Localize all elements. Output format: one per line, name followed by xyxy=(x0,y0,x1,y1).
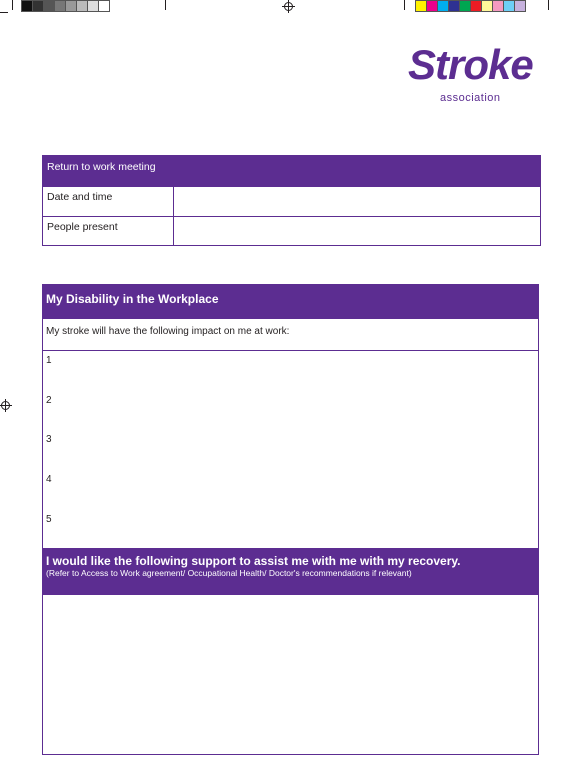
impact-item-1: 1 xyxy=(46,355,52,366)
color-swatch-10 xyxy=(514,0,526,12)
support-header xyxy=(43,548,538,595)
meeting-row-date-time xyxy=(43,186,540,216)
stroke-association-logo xyxy=(408,42,540,108)
crop-mark-top-left xyxy=(0,12,8,13)
crop-mark-top-center xyxy=(165,0,166,10)
registration-mark-left xyxy=(1,401,10,410)
impact-list[interactable] xyxy=(43,351,538,548)
gray-swatch-bar xyxy=(22,0,110,12)
logo-wordmark: Stroke xyxy=(408,41,533,88)
logo-subtitle: association xyxy=(440,92,501,104)
impact-item-5: 5 xyxy=(46,514,52,525)
color-swatch-bar xyxy=(416,0,526,12)
support-answer-area[interactable] xyxy=(43,595,538,752)
meeting-table-header: Return to work meeting xyxy=(43,156,540,186)
date-time-field[interactable] xyxy=(174,187,540,216)
meeting-table xyxy=(42,155,541,246)
date-time-label: Date and time xyxy=(43,187,174,216)
impact-intro: My stroke will have the following impact on me at work: xyxy=(43,319,538,351)
impact-item-2: 2 xyxy=(46,395,52,406)
support-title: I would like the following support to assist me with me with my recovery. xyxy=(46,554,461,568)
crop-mark-top-left-v xyxy=(12,0,13,10)
impact-item-4: 4 xyxy=(46,474,52,485)
registration-mark-top xyxy=(284,2,293,11)
crop-mark-top-right-2 xyxy=(548,0,549,10)
meeting-row-people-present xyxy=(43,216,540,246)
support-note: (Refer to Access to Work agreement/ Occupational Health/ Doctor's recommendations if relevant) xyxy=(46,568,412,578)
disability-table xyxy=(42,284,539,755)
people-present-label: People present xyxy=(43,217,174,246)
disability-section-title: My Disability in the Workplace xyxy=(43,285,538,319)
crop-mark-top-right-1 xyxy=(404,0,405,10)
people-present-field[interactable] xyxy=(174,217,540,246)
impact-item-3: 3 xyxy=(46,434,52,445)
gray-swatch-8 xyxy=(98,0,110,12)
